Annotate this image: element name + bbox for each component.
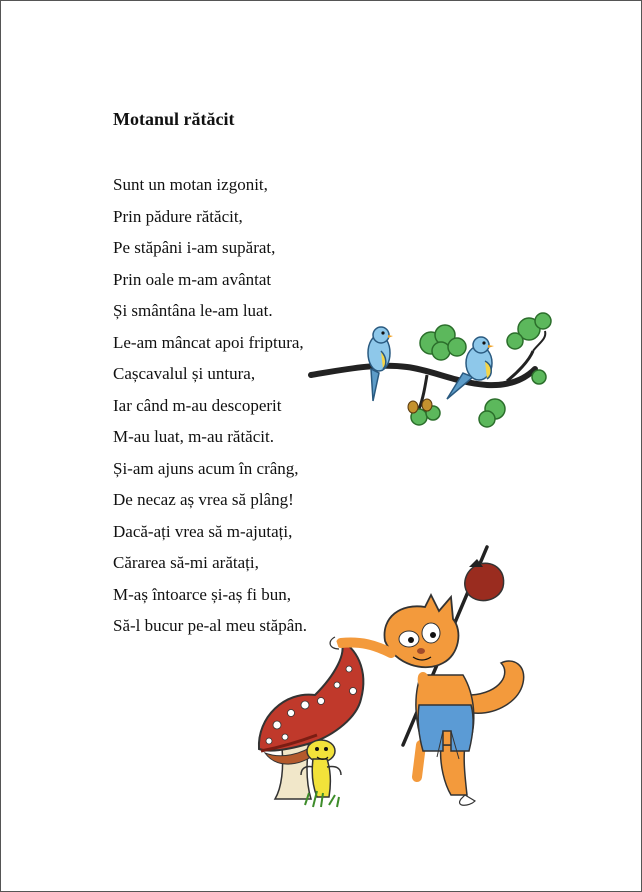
poem-line: Sunt un motan izgonit, (113, 175, 268, 194)
poem-title: Motanul rătăcit (113, 109, 235, 129)
poem-line: De necaz aș vrea să plâng! (113, 490, 294, 509)
poem-line: Prin oale m-am avântat (113, 269, 272, 289)
poem-line: Le-am mâncat apoi friptura, (113, 332, 304, 352)
poem-line: Iar când m-au descoperit (113, 395, 282, 415)
poem-line: Și-am ajuns acum în crâng, (113, 458, 299, 478)
poem-line: Cașcavalul și untura, (113, 364, 256, 383)
poem-body (113, 174, 307, 647)
poem-line: Să-l bucur pe-al meu stăpân. (113, 616, 308, 635)
poem-line: Dacă-ați vrea să m-ajutați, (113, 521, 293, 541)
poem-line: Cărarea să-mi arătați, (113, 553, 259, 572)
poem-line: M-au luat, m-au rătăcit. (113, 427, 274, 446)
poem-line: Prin pădure rătăcit, (113, 206, 243, 226)
birds-on-branch-icon (307, 313, 553, 437)
poem-line: M-aș întoarce și-aș fi bun, (113, 584, 291, 604)
cat-with-bindle-icon (351, 545, 531, 807)
poem-line: Și smântâna le-am luat. (113, 301, 273, 320)
poem-line: Pe stăpâni i-am supărat, (113, 238, 276, 257)
